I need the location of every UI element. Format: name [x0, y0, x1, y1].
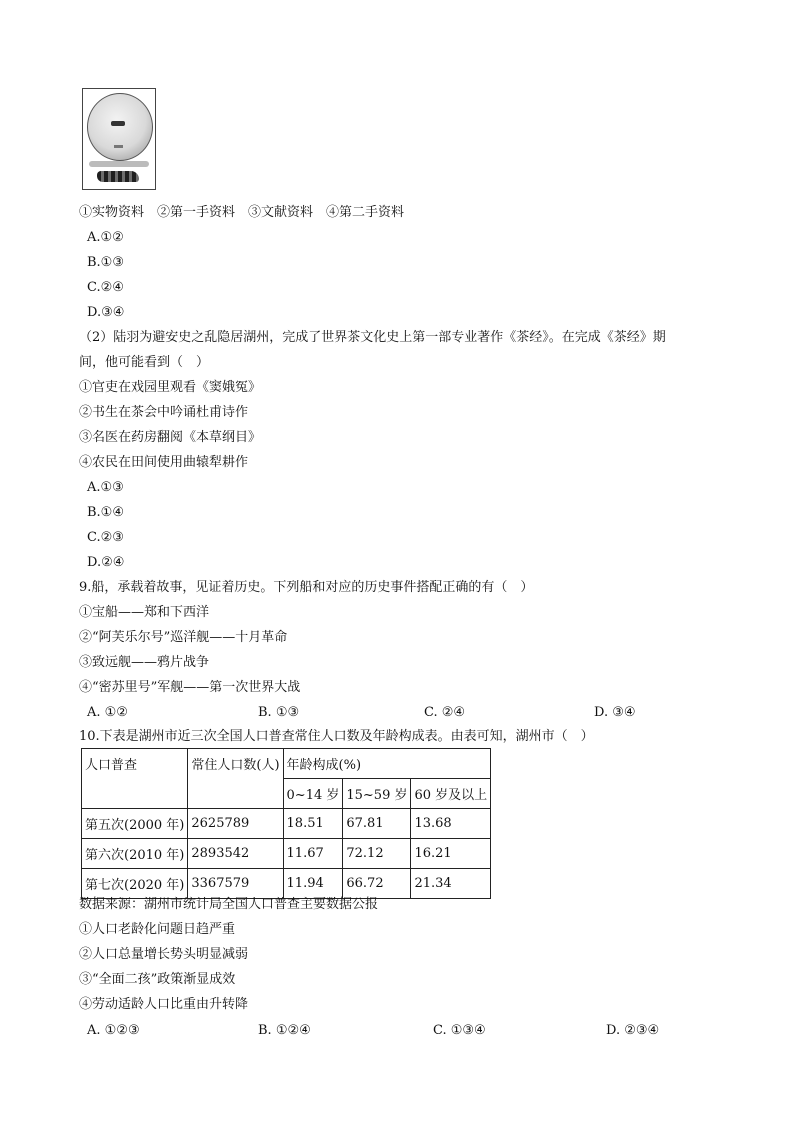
cell-age-0-14: 11.94	[283, 869, 343, 899]
q10-choice-c[interactable]: C. ①③④	[433, 1023, 486, 1038]
q10-choice-d[interactable]: D. ②③④	[606, 1023, 660, 1038]
cell-age-15-59: 72.12	[343, 839, 411, 869]
q8-1-choice-c[interactable]: C.②④	[87, 280, 124, 295]
q9-statement-1: ①宝船——郑和下西洋	[79, 605, 210, 620]
cell-census: 第五次(2000 年)	[82, 809, 188, 839]
q9-choice-c[interactable]: C. ②④	[424, 705, 466, 720]
artifact-plate	[87, 93, 153, 161]
artifact-mark	[114, 145, 123, 148]
q9-choice-a[interactable]: A. ①②	[87, 705, 128, 720]
q10-statement-4: ④劳动适龄人口比重由升转降	[79, 997, 249, 1012]
q8-2-choice-a[interactable]: A.①③	[87, 480, 124, 495]
table-row	[82, 809, 491, 839]
cell-age-15-59: 67.81	[343, 809, 411, 839]
artifact-base	[89, 161, 149, 167]
table-row	[82, 869, 491, 899]
q8-2-statement-3: ③名医在药房翻阅《本草纲目》	[79, 430, 262, 445]
q8-1-choice-a[interactable]: A.①②	[87, 230, 124, 245]
cell-population: 2625789	[188, 809, 283, 839]
cell-age-60-plus: 21.34	[411, 869, 491, 899]
q9-statement-3: ③致远舰——鸦片战争	[79, 655, 210, 670]
cell-age-0-14: 11.67	[283, 839, 343, 869]
q8-1-choice-d[interactable]: D.③④	[87, 305, 125, 320]
q8-2-choice-b[interactable]: B.①④	[87, 505, 124, 520]
q10-stem: 10.下表是湖州市近三次全国人口普查常住人口数及年龄构成表。由表可知，湖州市（ ）	[79, 729, 594, 744]
q8-1-options: ①实物资料 ②第一手资料 ③文献资料 ④第二手资料	[79, 205, 405, 220]
header-age-0-14: 0~14 岁	[283, 779, 343, 809]
q10-statement-3: ③“全面二孩”政策渐显成效	[79, 972, 236, 987]
cell-census: 第七次(2020 年)	[82, 869, 188, 899]
q10-choice-b[interactable]: B. ①②④	[258, 1023, 311, 1038]
q8-1-choice-b[interactable]: B.①③	[87, 255, 124, 270]
cell-census: 第六次(2010 年)	[82, 839, 188, 869]
q9-choice-d[interactable]: D. ③④	[594, 705, 636, 720]
q9-statement-2: ②“阿芙乐尔号”巡洋舰——十月革命	[79, 630, 288, 645]
table-header-row	[82, 749, 491, 779]
q9-choice-b[interactable]: B. ①③	[258, 705, 300, 720]
artifact-fragment	[97, 171, 139, 182]
q8-2-stem-line2: 间，他可能看到（ ）	[79, 355, 210, 370]
header-age-15-59: 15~59 岁	[343, 779, 411, 809]
q10-statement-2: ②人口总量增长势头明显减弱	[79, 947, 249, 962]
artifact-inscription	[111, 121, 125, 126]
table-row	[82, 839, 491, 869]
census-table	[81, 748, 491, 899]
artifact-photo	[82, 88, 156, 190]
cell-age-15-59: 66.72	[343, 869, 411, 899]
q9-statement-4: ④“密苏里号”军舰——第一次世界大战	[79, 680, 301, 695]
q8-2-statement-2: ②书生在茶会中吟诵杜甫诗作	[79, 405, 249, 420]
q10-statement-1: ①人口老龄化问题日趋严重	[79, 922, 236, 937]
cell-population: 2893542	[188, 839, 283, 869]
q8-2-choice-c[interactable]: C.②③	[87, 530, 124, 545]
header-age-structure: 年龄构成(%)	[283, 749, 491, 779]
header-census: 人口普查	[82, 749, 188, 809]
header-population: 常住人口数(人)	[188, 749, 283, 809]
cell-age-0-14: 18.51	[283, 809, 343, 839]
cell-population: 3367579	[188, 869, 283, 899]
q8-2-statement-4: ④农民在田间使用曲辕犁耕作	[79, 455, 249, 470]
cell-age-60-plus: 13.68	[411, 809, 491, 839]
q9-stem: 9.船，承载着故事，见证着历史。下列船和对应的历史事件搭配正确的有（ ）	[79, 580, 534, 595]
q10-data-source: 数据来源：湖州市统计局全国人口普查主要数据公报	[79, 897, 379, 912]
q8-2-choice-d[interactable]: D.②④	[87, 555, 125, 570]
q10-choice-a[interactable]: A. ①②③	[87, 1023, 140, 1038]
header-age-60-plus: 60 岁及以上	[411, 779, 491, 809]
q8-2-statement-1: ①官吏在戏园里观看《窦娥冤》	[79, 380, 262, 395]
cell-age-60-plus: 16.21	[411, 839, 491, 869]
q8-2-stem-line1: （2）陆羽为避安史之乱隐居湖州，完成了世界茶文化史上第一部专业著作《茶经》。在完成《茶经》期	[79, 330, 666, 345]
